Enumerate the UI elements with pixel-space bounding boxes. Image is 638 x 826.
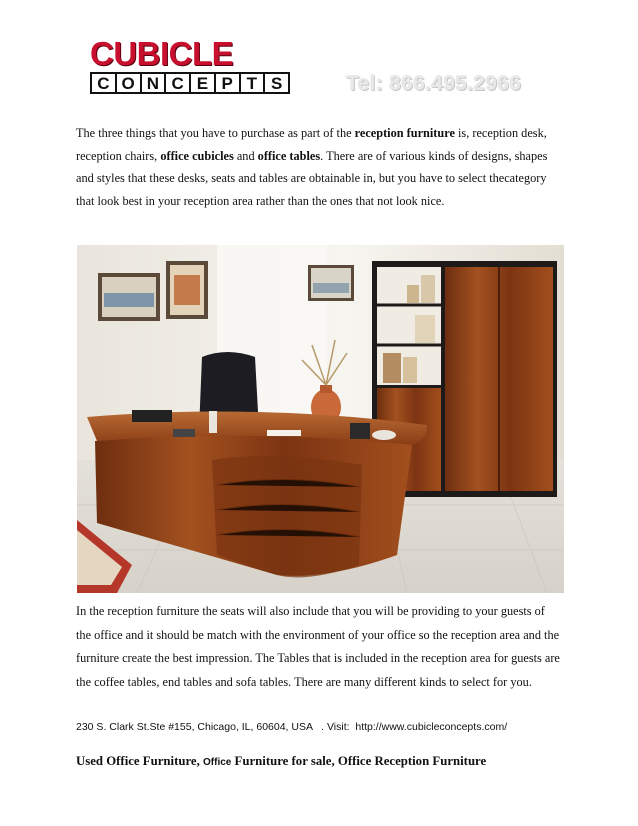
paragraph-text: is, reception desk, reception chairs, bbox=[76, 126, 547, 163]
logo-letter: C bbox=[92, 74, 115, 92]
logo-word-concepts bbox=[90, 72, 290, 94]
seating-paragraph: In the reception furniture the seats will also include that you will be providing to your guests of the office and it should be match with the environment of your office so the reception area and the furniture create the best impression. The Tables that is included in the reception area for guests are the coffee tables, end tables and sofa tables. There are many different kinds to select for you. bbox=[76, 604, 560, 689]
bold-keyword: office cubicles bbox=[160, 148, 234, 163]
bold-keyword: reception furniture bbox=[354, 126, 455, 140]
logo-letter: E bbox=[191, 74, 214, 92]
paragraph-text: and bbox=[233, 148, 258, 163]
paragraph-text: . There are of various kinds of designs, shapes and styles that these desks, seats and tables are obtainable in, but you have to select thecategory that look best in your reception area rather than the ones that not look nice. bbox=[76, 148, 548, 208]
intro-paragraph bbox=[76, 122, 560, 212]
logo-letter: N bbox=[142, 74, 165, 92]
address-line: 230 S. Clark St.Ste #155, Chicago, IL, 60604, USA . Visit: http://www.cubicleconcepts.com/ bbox=[76, 721, 508, 733]
logo-letter: P bbox=[216, 74, 239, 92]
footer-text: Furniture for sale, Office Reception Furniture bbox=[231, 754, 487, 768]
footer-text-small: Office bbox=[203, 757, 232, 768]
logo-letter: S bbox=[265, 74, 288, 92]
paragraph-text: The three things that you have to purchase as part of the bbox=[76, 126, 355, 140]
footer-keywords bbox=[76, 754, 486, 769]
footer-text: Used Office Furniture, bbox=[76, 754, 204, 768]
telephone-number: Tel: 866.495.2966 bbox=[346, 72, 522, 95]
logo-letter: T bbox=[241, 74, 264, 92]
office-photo bbox=[77, 245, 564, 593]
office-illustration bbox=[77, 245, 564, 593]
logo-letter: O bbox=[117, 74, 140, 92]
logo-letter: C bbox=[166, 74, 189, 92]
company-logo bbox=[90, 35, 292, 96]
bold-keyword: office tables bbox=[257, 148, 321, 163]
logo-word-cubicle: CUBICLE bbox=[90, 35, 234, 72]
